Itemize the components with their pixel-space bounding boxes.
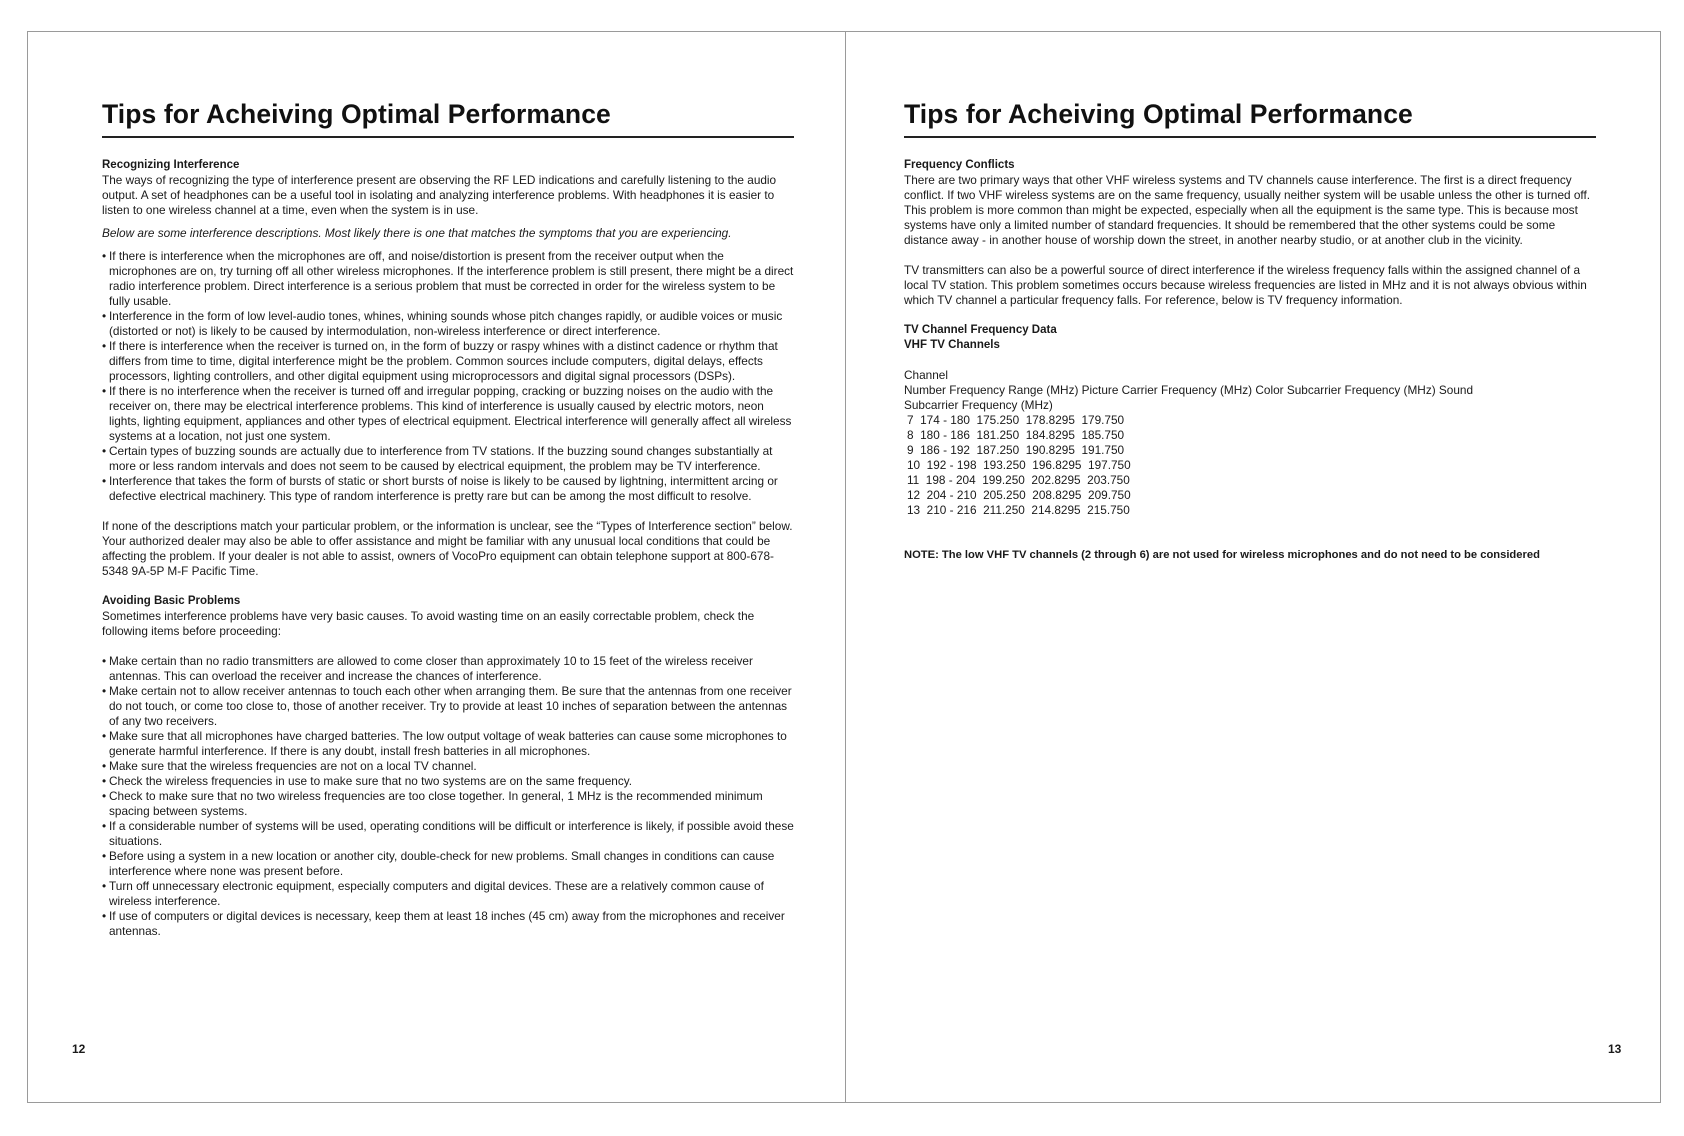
left-page-title: Tips for Acheiving Optimal Performance [102,99,794,138]
interference-symptom-list [102,249,794,504]
table-row: 7 174 - 180 175.250 178.8295 179.750 [907,413,1125,427]
check-item: • Turn off unnecessary electronic equipment, especially computers and digital devices. These are a relatively common cause of wireless interference. [102,879,794,909]
tv-frequency-data-heading: TV Channel Frequency Data [904,324,1057,336]
symptom-item: • If there is no interference when the receiver is turned off and irregular popping, cracking or buzzing noises on the audio with the receiver on, there may be electrical interference problems. This kind of interference is usually caused by electric motors, neon lights, lighting equipment, appliances and other types of electrical equipment. Electrical interference will generally affect all wireless systems at a location, not just one system. [102,384,794,444]
basic-checks-list [102,654,794,939]
left-page-content [102,32,794,939]
page-number-left: 12 [72,1042,86,1056]
descriptions-intro: Below are some interference descriptions. Most likely there is one that matches the symptoms that you are experiencing. [102,226,732,240]
symptom-item: • If there is interference when the receiver is turned on, in the form of buzzy or raspy whines with a distinct cadence or rhythm that differs from time to time, digital interference might be the problem. Common sources include computers, digital delays, effects processors, lighting controllers, and other digital equipment using microprocessors and digital signal processors (DSPs). [102,339,794,384]
table-row: 12 204 - 210 205.250 208.8295 209.750 [907,488,1131,502]
avoiding-basic-problems-text: Sometimes interference problems have very basic causes. To avoid wasting time on an easily correctable problem, check the following items before proceeding: [102,609,755,638]
table-header-line: Channel [904,368,948,382]
low-vhf-note: NOTE: The low VHF TV channels (2 through 6) are not used for wireless microphones and do not need to be considered [904,549,1540,561]
recognizing-interference-text: The ways of recognizing the type of interference present are observing the RF LED indications and carefully listening to the audio output. A set of headphones can be a useful tool in isolating and analyzing interference problems. With headphones it is easier to listen to one wireless channel at a time, even when the system is in use. [102,173,777,217]
table-header-line: Number Frequency Range (MHz) Picture Carrier Frequency (MHz) Color Subcarrier Frequency (MHz) Sound [904,383,1474,397]
right-page [845,31,1661,1103]
check-item: • Make sure that all microphones have charged batteries. The low output voltage of weak batteries can cause some microphones to generate harmful interference. If there is any doubt, install fresh batteries in all microphones. [102,729,794,759]
none-match-paragraph: If none of the descriptions match your particular problem, or the information is unclear, see the “Types of Interference section” below. Your authorized dealer may also be able to offer assistance and might be familiar with any unusual local conditions that could be affecting the problem. If your dealer is not able to assist, owners of VocoPro equipment can obtain telephone support at 800-678-5348 9A-5P M-F Pacific Time. [102,519,793,578]
check-item: • If a considerable number of systems will be used, operating conditions will be difficult or interference is likely, if possible avoid these situations. [102,819,794,849]
avoiding-basic-problems-heading: Avoiding Basic Problems [102,595,241,607]
check-item: • Check to make sure that no two wireless frequencies are too close together. In general, 1 MHz is the recommended minimum spacing between systems. [102,789,794,819]
page-number-right: 13 [1608,1042,1622,1056]
table-row: 9 186 - 192 187.250 190.8295 191.750 [907,443,1125,457]
check-item: • Check the wireless frequencies in use to make sure that no two systems are on the same frequency. [102,774,794,789]
symptom-item: • If there is interference when the microphones are off, and noise/distortion is present from the receiver output when the microphones are on, try turning off all other wireless microphones. If the interference problem is still present, there might be a direct radio interference problem. Direct interference is a serious problem that must be corrected in order for the wireless system to be fully usable. [102,249,794,309]
vhf-channels-subheading: VHF TV Channels [904,339,1000,351]
table-row: 13 210 - 216 211.250 214.8295 215.750 [907,503,1130,517]
check-item: • Make certain than no radio transmitters are allowed to come closer than approximately 10 to 15 feet of the wireless receiver antennas. This can overload the receiver and increase the chances of interference. [102,654,794,684]
symptom-item: • Certain types of buzzing sounds are actually due to interference from TV stations. If the buzzing sound changes substantially at more or less random intervals and does not seem to be caused by electrical equipment, the problem may be TV interference. [102,444,794,474]
table-row: 10 192 - 198 193.250 196.8295 197.750 [907,458,1131,472]
table-row: 8 180 - 186 181.250 184.8295 185.750 [907,428,1125,442]
check-item: • Before using a system in a new location or another city, double-check for new problems. Small changes in conditions can cause interference where none was present before. [102,849,794,879]
check-item: • Make certain not to allow receiver antennas to touch each other when arranging them. Be sure that the antennas from one receiver do not touch, or come too close to, those of another receiver. Try to provide at least 10 inches of separation between the antennas of any two receivers. [102,684,794,729]
frequency-conflicts-heading: Frequency Conflicts [904,159,1015,171]
table-row: 11 198 - 204 199.250 202.8295 203.750 [907,473,1130,487]
recognizing-interference-heading: Recognizing Interference [102,159,240,171]
frequency-table [904,368,1596,518]
table-header-line: Subcarrier Frequency (MHz) [904,398,1053,412]
frequency-conflicts-text: There are two primary ways that other VHF wireless systems and TV channels cause interference. The first is a direct frequency conflict. If two VHF wireless systems are on the same frequency, usually neither system will be usable unless the other is turned off. This problem is more common than might be expected, especially when all the equipment is the same type. This is because most systems have only a limited number of standard frequencies. It should be remembered that the other systems could be some distance away - in another house of worship down the street, in another nearby studio, or at another club in the vicinity. [904,173,1591,247]
right-page-content [904,32,1596,563]
check-item: • If use of computers or digital devices is necessary, keep them at least 18 inches (45 cm) away from the microphones and receiver antennas. [102,909,794,939]
check-item: • Make sure that the wireless frequencies are not on a local TV channel. [102,759,794,774]
tv-transmitters-text: TV transmitters can also be a powerful source of direct interference if the wireless frequency falls within the assigned channel of a local TV station. This problem sometimes occurs because wireless frequencies are listed in MHz and it is not always obvious within which TV channel a particular frequency falls. For reference, below is TV frequency information. [904,263,1587,307]
symptom-item: • Interference that takes the form of bursts of static or short bursts of noise is likely to be caused by lightning, intermittent arcing or defective electrical machinery. This type of random interference is pretty rare but can be among the most difficult to resolve. [102,474,794,504]
symptom-item: • Interference in the form of low level-audio tones, whines, whining sounds whose pitch changes rapidly, or audible voices or music (distorted or not) is likely to be caused by intermodulation, non-wireless interference or direct interference. [102,309,794,339]
right-page-title: Tips for Acheiving Optimal Performance [904,99,1596,138]
left-page [27,31,846,1103]
